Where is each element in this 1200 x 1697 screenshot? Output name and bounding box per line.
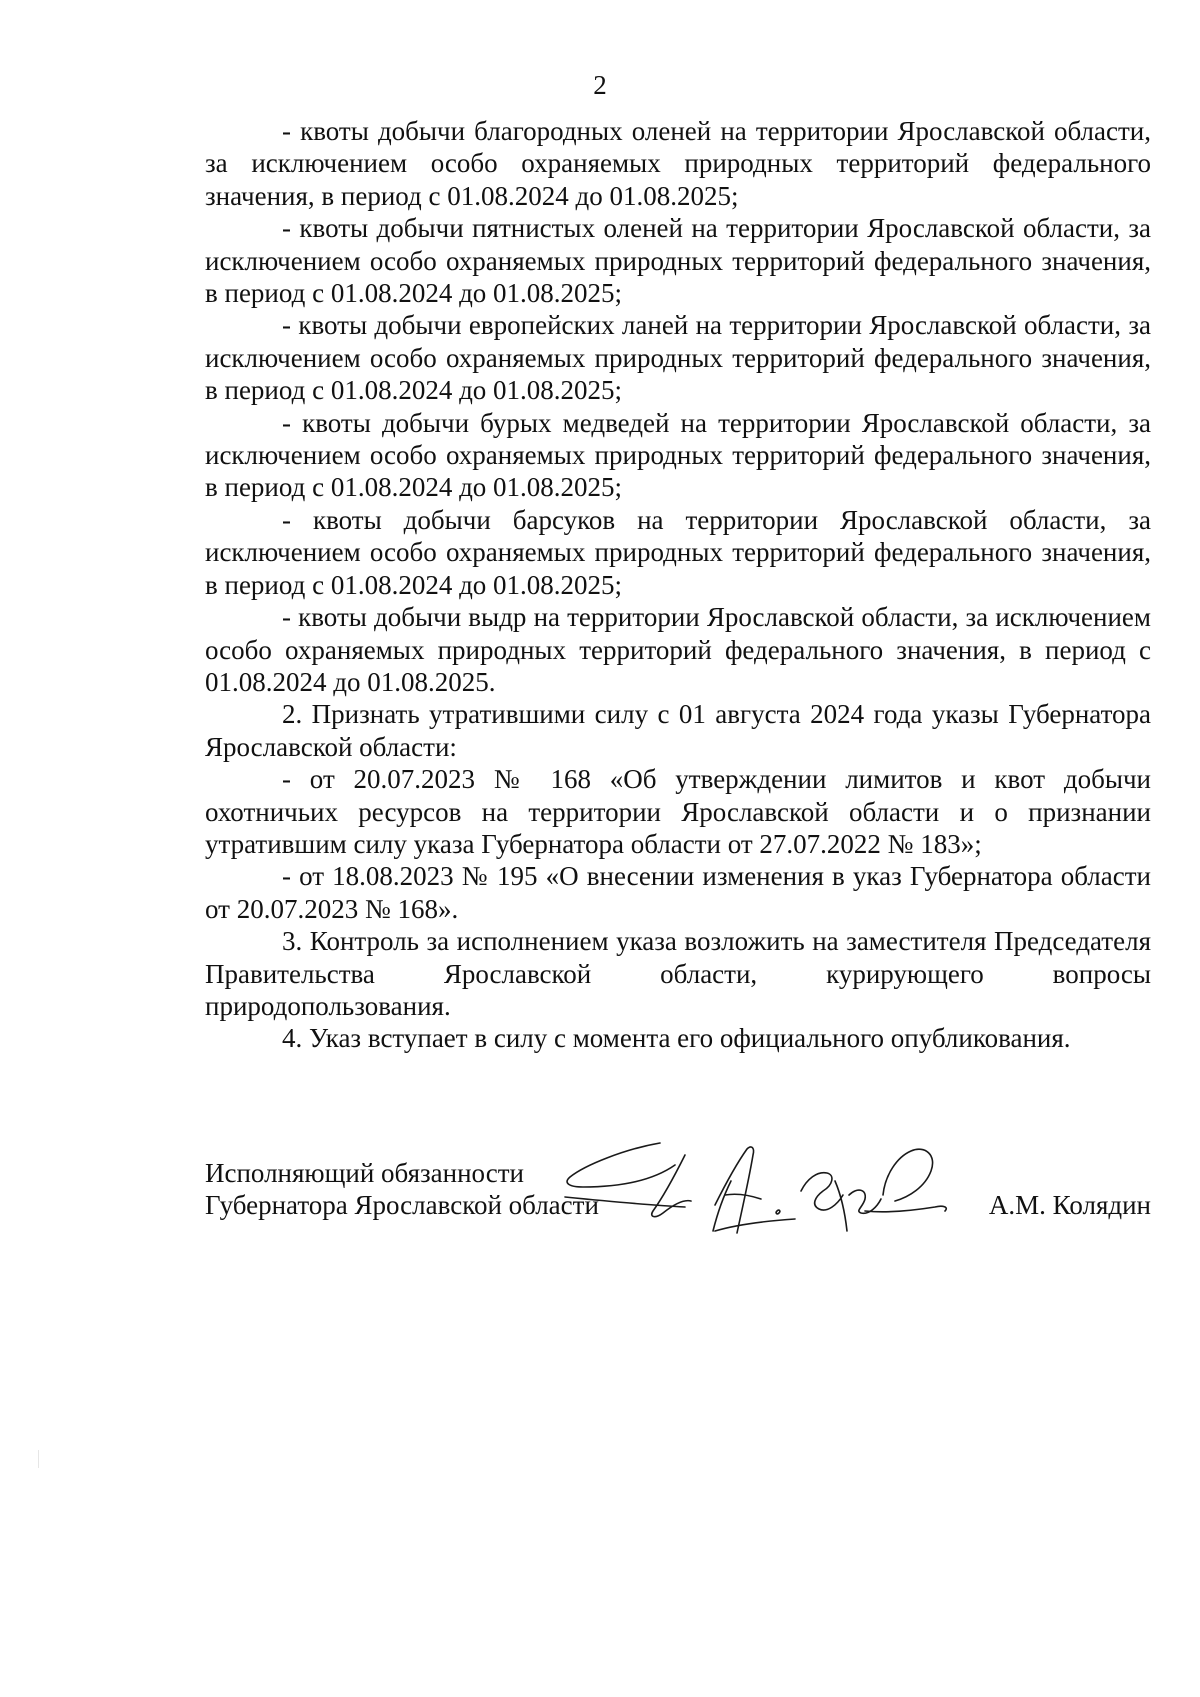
clause-3-control: 3. Контроль за исполнением указа возложить на заместителя Председателя Правительства Ярославской области, курирующего вопросы природопользования. — [205, 926, 1151, 1021]
clause-4-effective: 4. Указ вступает в силу с момента его официального опубликования. — [282, 1023, 1071, 1054]
repealed-decree-195: - от 18.08.2023 № 195 «О внесении изменения в указ Губернатора области от 20.07.2023 № 168». — [205, 861, 1151, 924]
quota-item-otter: - квоты добычи выдр на территории Ярославской области, за исключением особо охраняемых природных территорий федерального значения, в период с 01.08.2024 до 01.08.2025. — [205, 602, 1151, 697]
clause-2-repeal: 2. Признать утратившими силу с 01 августа 2024 года указы Губернатора Ярославской области: — [205, 699, 1151, 762]
quota-item-fallow-deer: - квоты добычи европейских ланей на территории Ярославской области, за исключением особо охраняемых природных территорий федерального значения, в период с 01.08.2024 до 01.08.2025; — [205, 310, 1151, 406]
page-number: 2 — [593, 70, 607, 100]
signatory-position-line2: Губернатора Ярославской области — [205, 1190, 599, 1221]
quota-item-sika-deer: - квоты добычи пятнистых оленей на территории Ярославской области, за исключением особо охраняемых природных территорий федерального значения, в период с 01.08.2024 до 01.08.2025; — [205, 213, 1151, 309]
quota-item-badger: - квоты добычи барсуков на территории Ярославской области, за исключением особо охраняемых природных территорий федерального значения, в период с 01.08.2024 до 01.08.2025; — [205, 504, 1151, 600]
signatory-position — [205, 1157, 599, 1222]
document-body — [205, 115, 1151, 1055]
quota-item-brown-bear: - квоты добычи бурых медведей на территории Ярославской области, за исключением особо охраняемых природных территорий федерального значения, в период с 01.08.2024 до 01.08.2025; — [205, 407, 1151, 503]
quota-item-red-deer: - квоты добычи благородных оленей на территории Ярославской области, за исключением особо охраняемых природных территорий федерального значения, в период с 01.08.2024 до 01.08.2025; — [205, 116, 1151, 211]
scan-margin-mark — [38, 1450, 39, 1468]
handwritten-signature — [565, 1135, 980, 1265]
signatory-name: А.М. Колядин — [988, 1190, 1151, 1220]
repealed-decree-168: - от 20.07.2023 № 168 «Об утверждении лимитов и квот добычи охотничьих ресурсов на территории Ярославской области и о признании утратившим силу указа Губернатора области от 27.07.2022 № 183»; — [205, 764, 1151, 859]
signatory-position-line1: Исполняющий обязанности — [205, 1158, 524, 1188]
